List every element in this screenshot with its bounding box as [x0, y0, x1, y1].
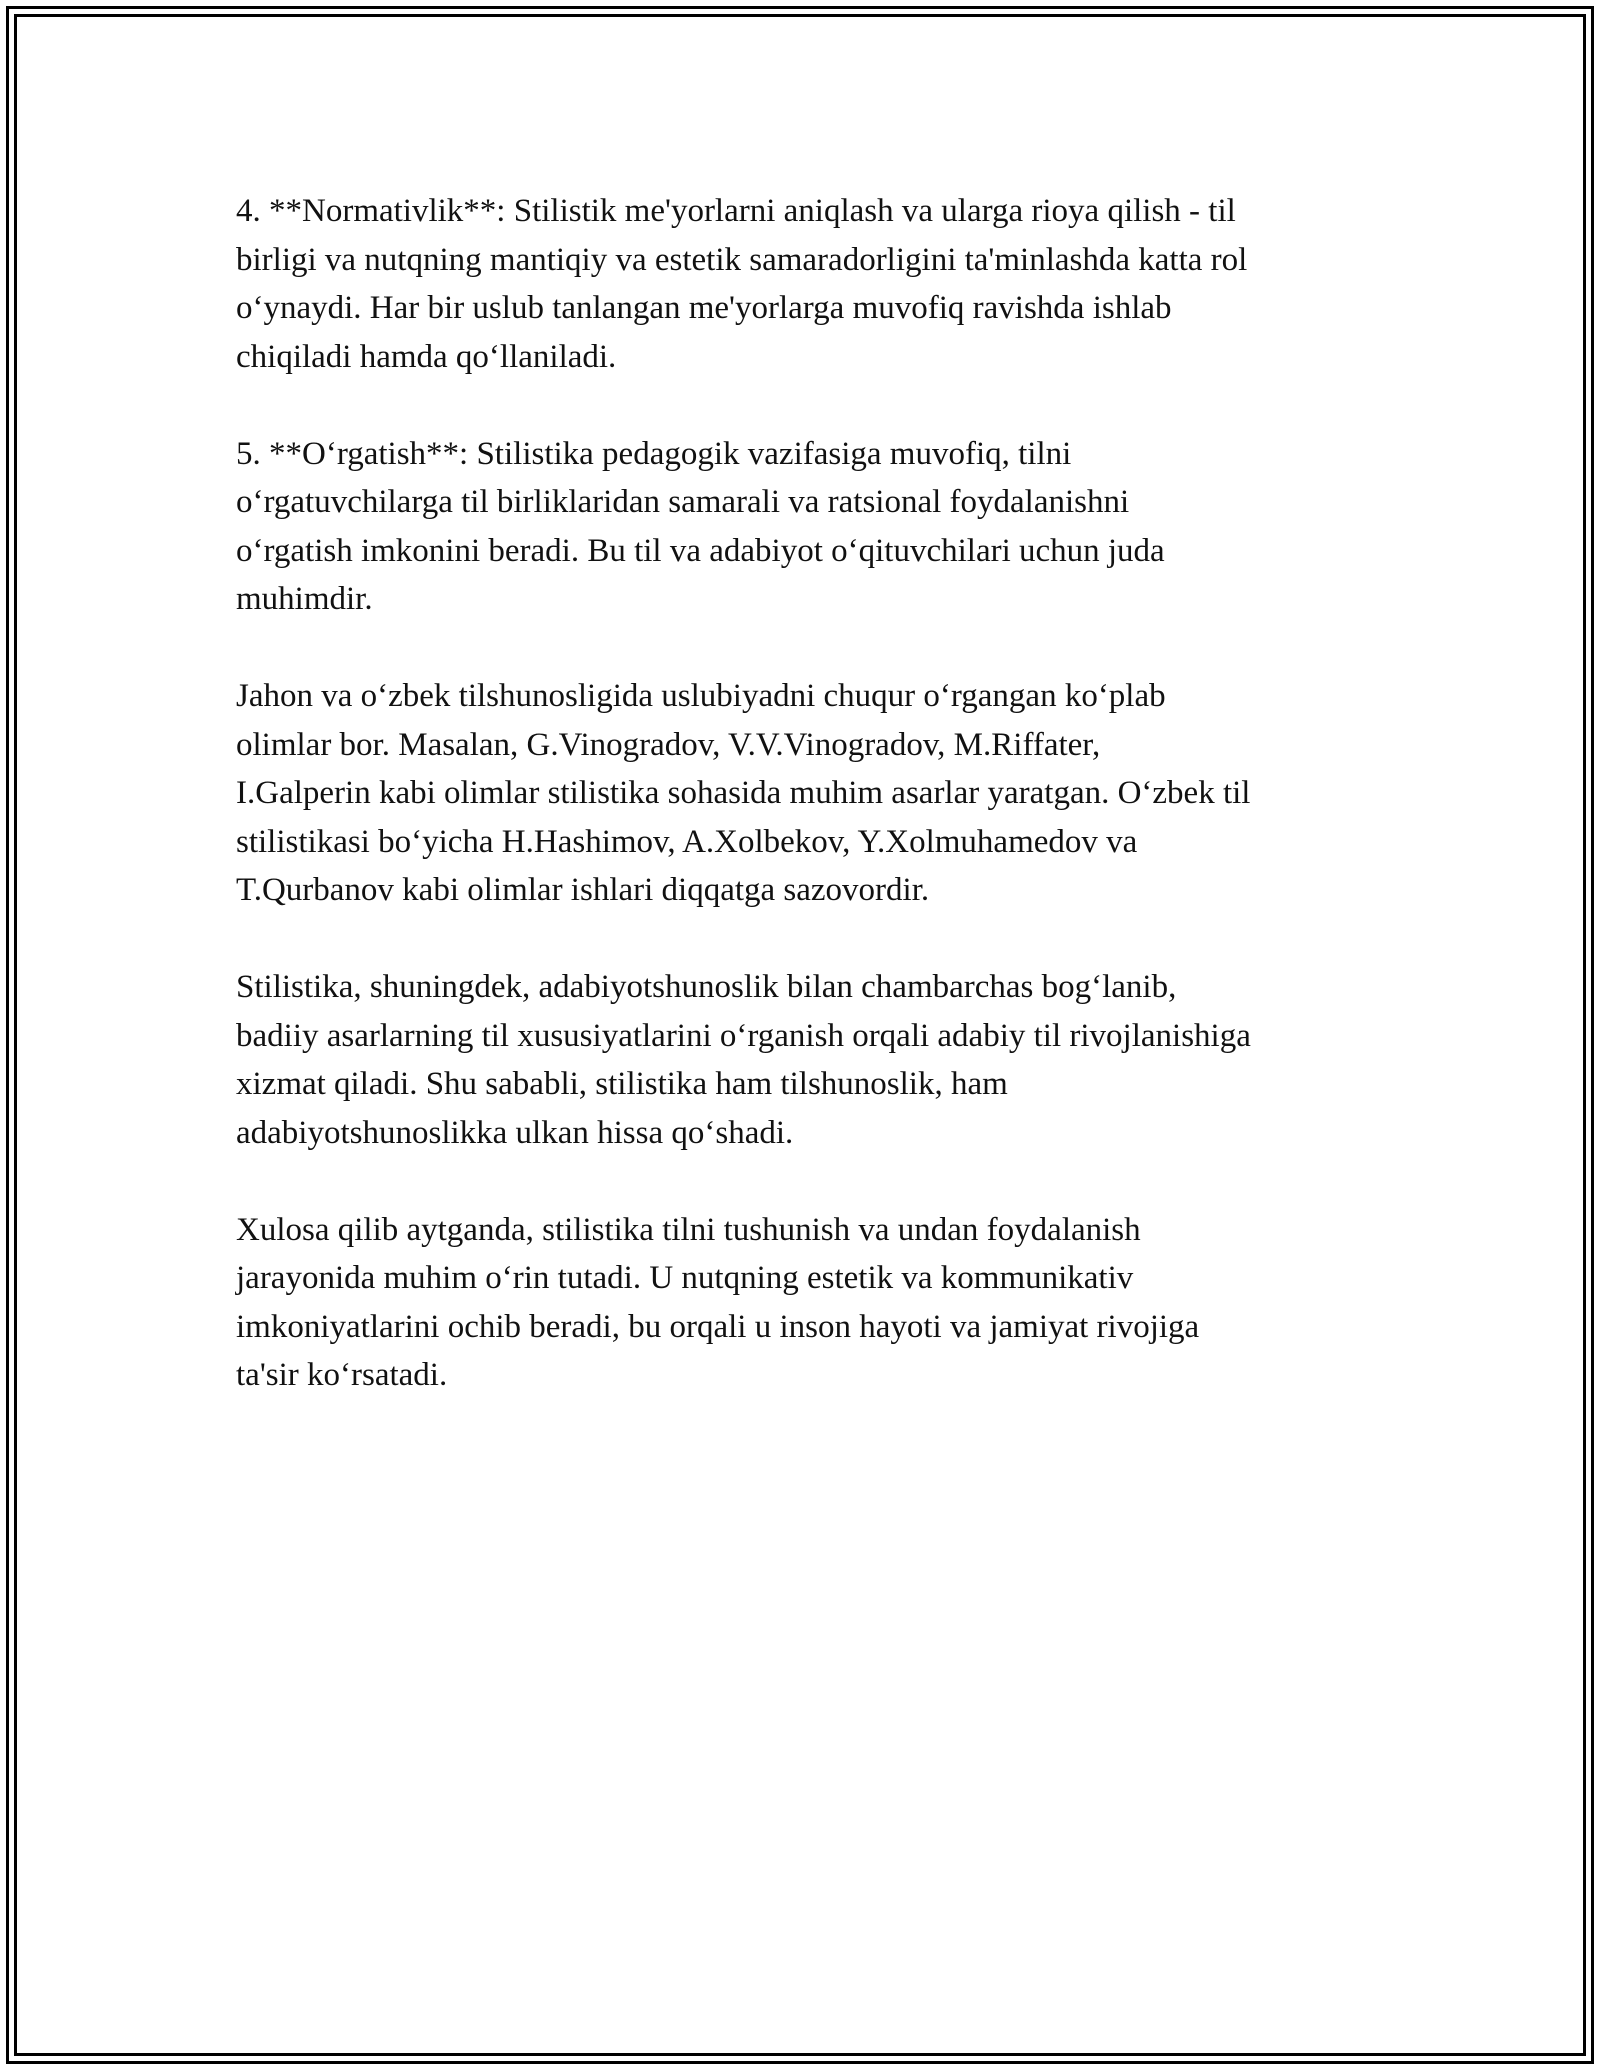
- text-line: chiqiladi hamda qo‘llaniladi.: [236, 338, 617, 375]
- text-line: birligi va nutqning mantiqiy va estetik samaradorligini ta'minlashda katta rol: [236, 241, 1248, 278]
- text-line: xizmat qiladi. Shu sababli, stilistika ham tilshunoslik, ham: [236, 1066, 1008, 1102]
- text-line: Stilistika, shuningdek, adabiyotshunoslik bilan chambarchas bog‘lanib,: [236, 969, 1177, 1005]
- paragraph-olimlar: [236, 672, 1376, 915]
- text-line: Xulosa qilib aytganda, stilistika tilni tushunish va undan foydalanish: [236, 1211, 1141, 1248]
- text-line: muhimdir.: [236, 581, 373, 617]
- paragraph-normativlik: [236, 187, 1376, 381]
- text-line: jarayonida muhim o‘rin tutadi. U nutqning estetik va kommunikativ: [236, 1260, 1134, 1296]
- document-body: [236, 187, 1376, 1448]
- text-line: 4. **Normativlik**: Stilistik me'yorlarni aniqlash va ularga rioya qilish - til: [236, 193, 1236, 229]
- text-line: stilistikasi bo‘yicha H.Hashimov, A.Xolbekov, Y.Xolmuhamedov va: [236, 823, 1138, 860]
- text-line: adabiyotshunoslikka ulkan hissa qo‘shadi.: [236, 1114, 794, 1151]
- text-line: I.Galperin kabi olimlar stilistika sohasida muhim asarlar yaratgan. O‘zbek til: [236, 775, 1251, 811]
- paragraph-orgatish: [236, 430, 1376, 624]
- text-line: o‘rgatish imkonini beradi. Bu til va adabiyot o‘qituvchilari uchun juda: [236, 532, 1165, 569]
- text-line: o‘ynaydi. Har bir uslub tanlangan me'yorlarga muvofiq ravishda ishlab: [236, 290, 1172, 326]
- paragraph-xulosa: [236, 1206, 1376, 1400]
- text-line: Jahon va o‘zbek tilshunosligida uslubiyadni chuqur o‘rgangan ko‘plab: [236, 678, 1166, 714]
- paragraph-adabiyotshunoslik: [236, 963, 1376, 1157]
- text-line: olimlar bor. Masalan, G.Vinogradov, V.V.Vinogradov, M.Riffater,: [236, 726, 1101, 763]
- text-line: T.Qurbanov kabi olimlar ishlari diqqatga sazovordir.: [236, 872, 930, 908]
- text-line: 5. **O‘rgatish**: Stilistika pedagogik vazifasiga muvofiq, tilni: [236, 435, 1072, 472]
- text-line: ta'sir ko‘rsatadi.: [236, 1357, 448, 1393]
- text-line: o‘rgatuvchilarga til birliklaridan samarali va ratsional foydalanishni: [236, 484, 1130, 520]
- text-line: badiiy asarlarning til xususiyatlarini o‘rganish orqali adabiy til rivojlanishiga: [236, 1017, 1251, 1054]
- text-line: imkoniyatlarini ochib beradi, bu orqali u inson hayoti va jamiyat rivojiga: [236, 1308, 1200, 1345]
